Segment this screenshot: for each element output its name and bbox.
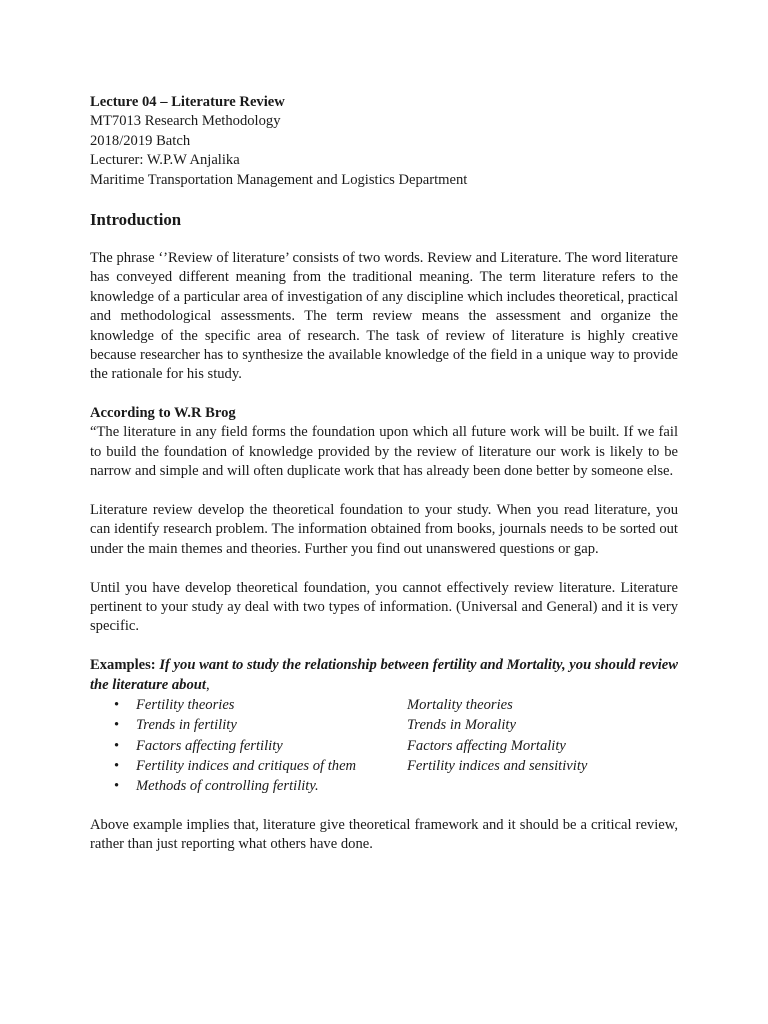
examples-list — [90, 695, 678, 796]
list-item — [90, 756, 678, 776]
bullet-icon: • — [114, 778, 120, 795]
list-item — [90, 736, 678, 756]
document-header — [90, 93, 678, 190]
theoretical-foundation-paragraph: Until you have develop theoretical foundation, you cannot effectively review literature. Literature pertinent to your study ay deal with two types of information. (Universal and General) and it is very specific. — [90, 579, 678, 635]
list-item — [90, 715, 678, 735]
lecture-title: Lecture 04 – Literature Review — [90, 94, 285, 110]
examples-trailing: , — [205, 676, 210, 693]
mortality-topic: Fertility indices and sensitivity — [407, 757, 588, 774]
introduction-heading: Introduction — [90, 210, 182, 230]
bullet-icon: • — [114, 757, 120, 774]
department-name: Maritime Transportation Management and Logistics Department — [90, 171, 468, 188]
list-item — [90, 695, 678, 715]
lecturer-name: Lecturer: W.P.W Anjalika — [90, 152, 240, 169]
fertility-topic: Trends in fertility — [136, 717, 237, 734]
brog-quote: “The literature in any field forms the foundation upon which all future work will be built. If we fail to build the foundation of knowledge provided by the review of literature our work is likely to be narrow and simple and will often duplicate work that has already been done better by someone else. — [90, 424, 678, 480]
examples-text: If you want to study the relationship between fertility and Mortality, you should review the literature about — [90, 657, 678, 693]
list-item — [90, 776, 678, 796]
literature-review-paragraph: Literature review develop the theoretical foundation to your study. When you read literature, you can identify research problem. The information obtained from books, journals needs to be sorted out under the main themes and theories. Further you find out unanswered questions or gap. — [90, 501, 678, 557]
brog-subheading: According to W.R Brog — [90, 404, 236, 421]
mortality-topic: Factors affecting Mortality — [407, 737, 566, 754]
bullet-icon: • — [114, 717, 120, 734]
bullet-icon: • — [114, 737, 120, 754]
bullet-icon: • — [114, 696, 120, 713]
examples-paragraph — [90, 656, 678, 695]
examples-label: Examples: — [90, 657, 156, 674]
fertility-topic: Fertility theories — [136, 696, 235, 713]
batch-label: 2018/2019 Batch — [90, 132, 191, 149]
course-name: MT7013 Research Methodology — [90, 113, 281, 130]
fertility-topic: Fertility indices and critiques of them — [136, 757, 357, 774]
fertility-topic: Factors affecting fertility — [136, 737, 283, 754]
mortality-topic: Mortality theories — [407, 696, 513, 713]
conclusion-paragraph: Above example implies that, literature give theoretical framework and it should be a critical review, rather than just reporting what others have done. — [90, 816, 678, 853]
introduction-paragraph: The phrase ‘’Review of literature’ consists of two words. Review and Literature. The word literature has conveyed different meaning from the traditional meaning. The term literature refers to the knowledge of a particular area of investigation of any discipline which includes theoretical, practical and methodological assessments. The term review means the assessment and organize the knowledge of the specific area of research. The task of review of literature is highly creative because researcher has to synthesize the available knowledge of the field in a unique way to provide the rationale for his study. — [90, 250, 678, 383]
fertility-topic: Methods of controlling fertility. — [136, 778, 319, 795]
mortality-topic: Trends in Morality — [407, 717, 516, 734]
